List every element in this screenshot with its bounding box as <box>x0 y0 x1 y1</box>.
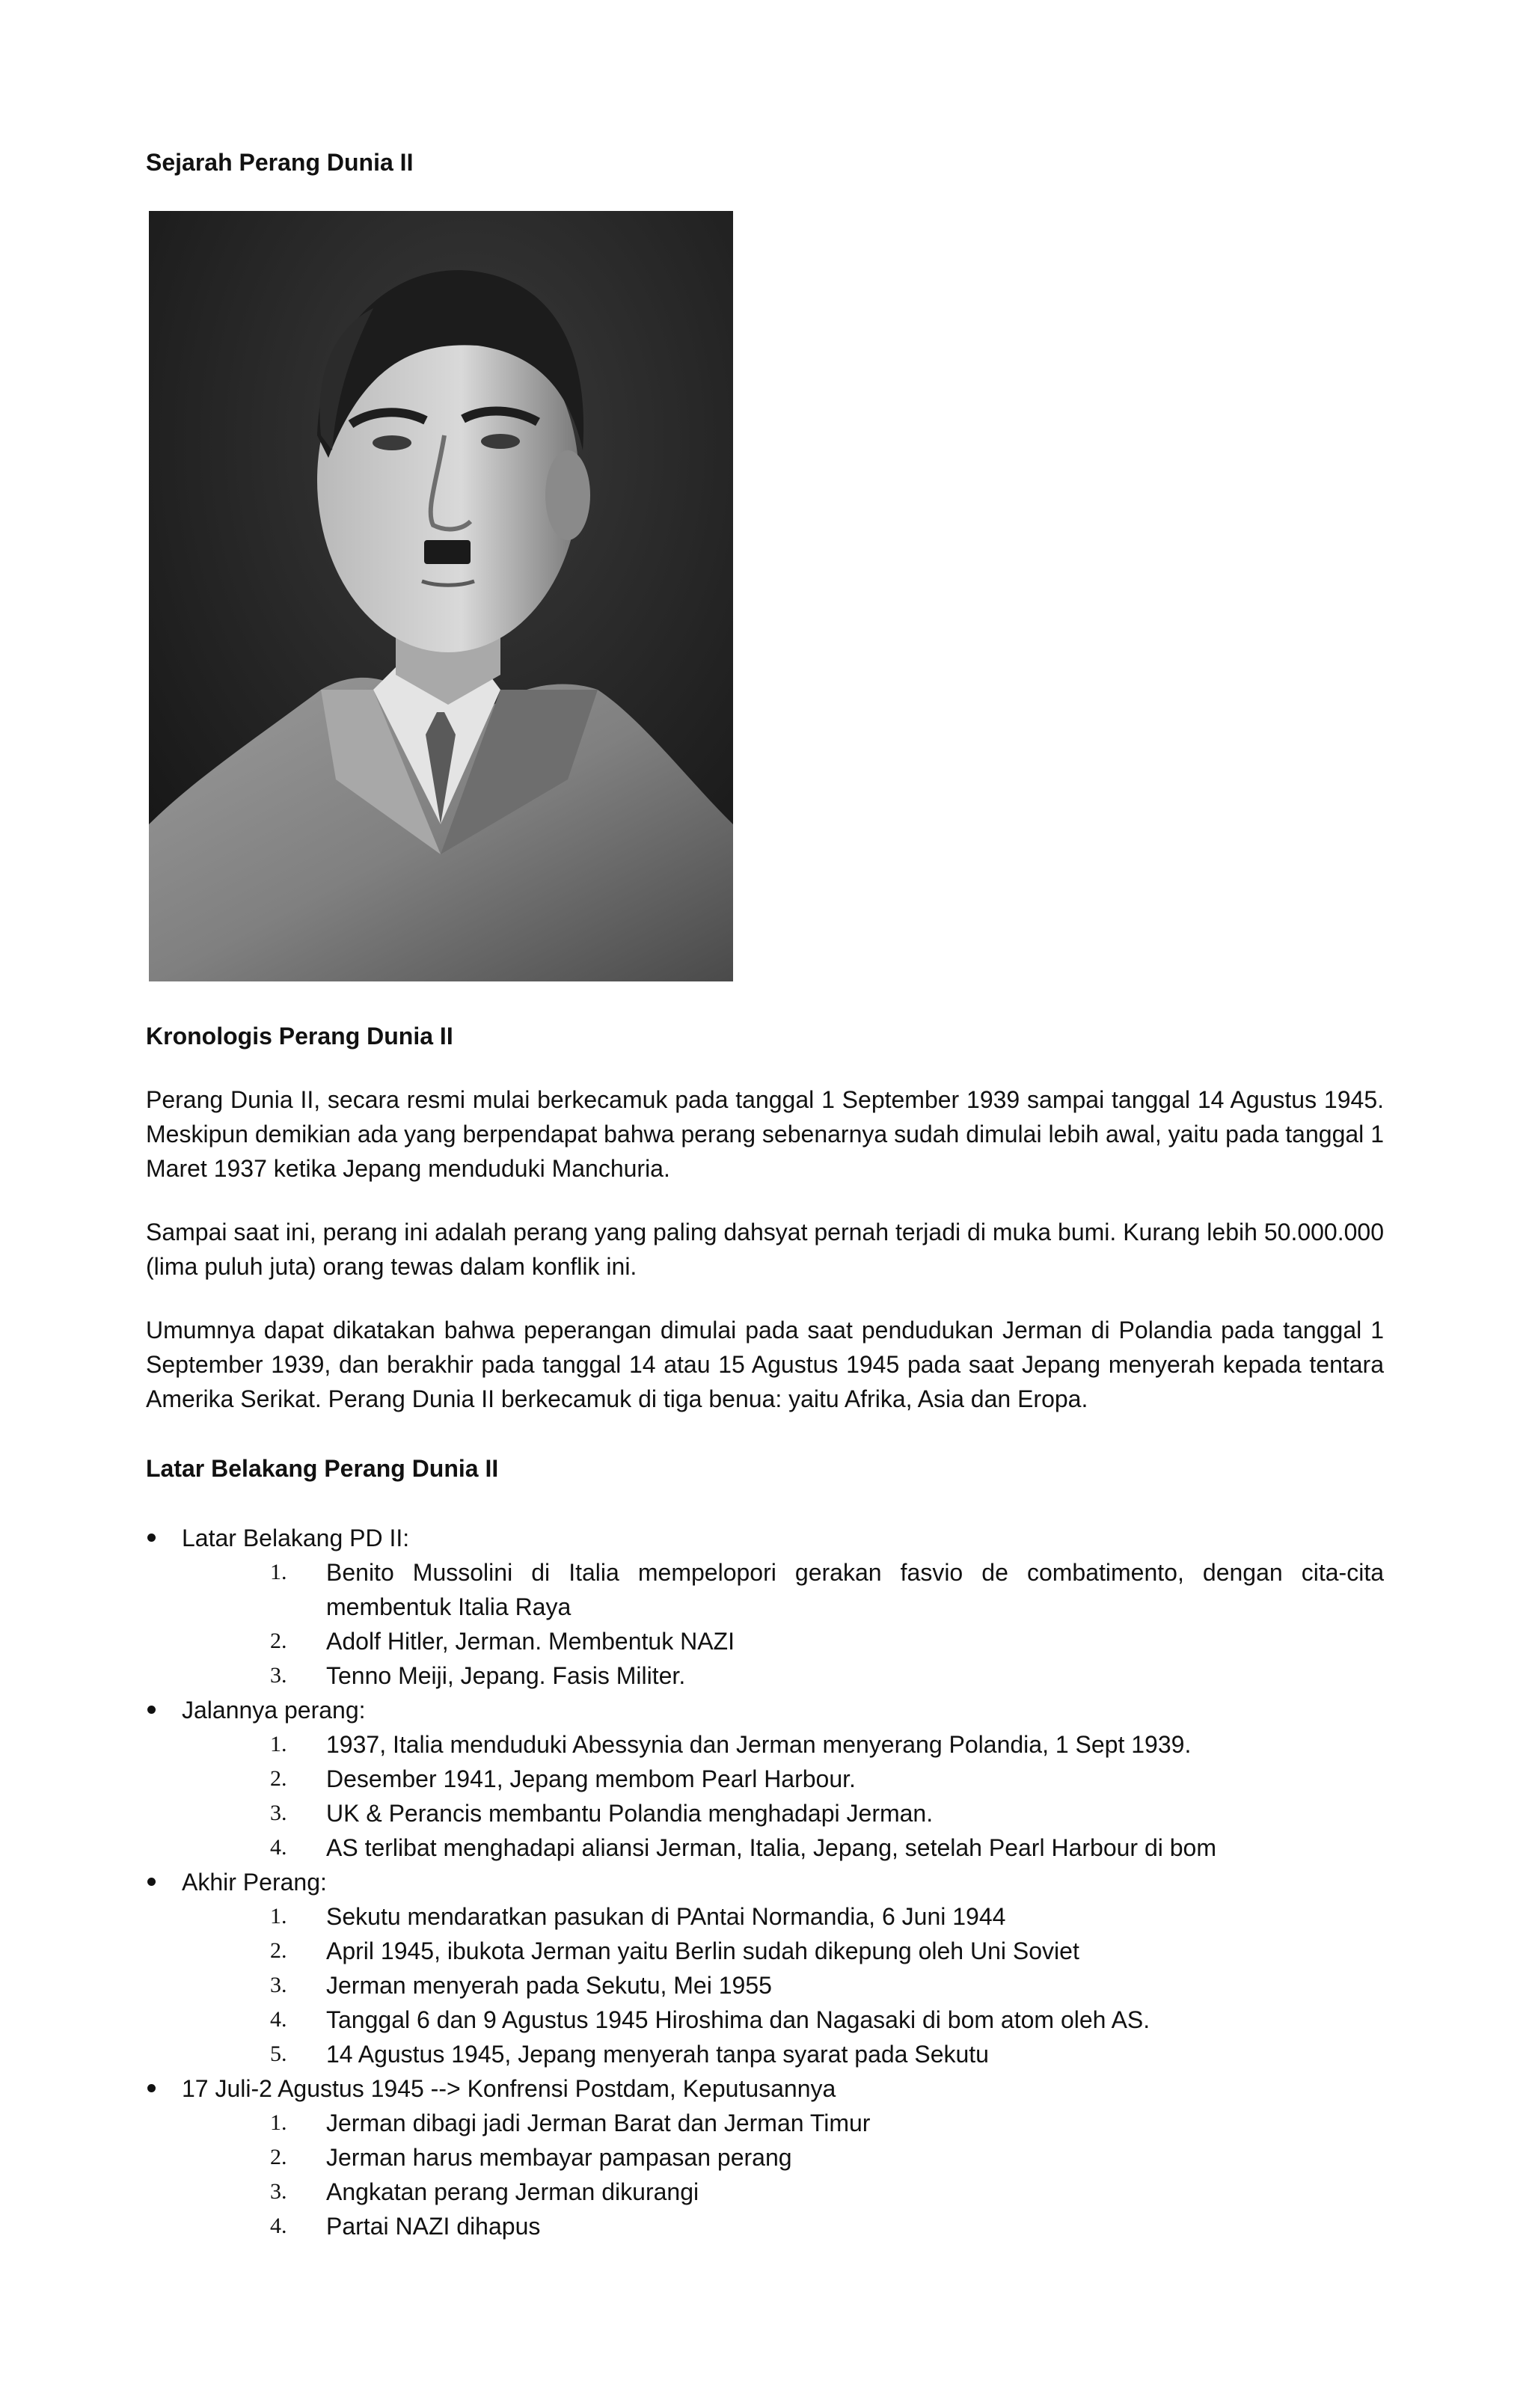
list-item <box>182 1899 1384 1934</box>
list-item <box>182 1934 1384 1968</box>
bullet-label: Latar Belakang PD II: <box>182 1525 410 1551</box>
list-item-text: Partai NAZI dihapus <box>326 2213 541 2240</box>
numbered-list <box>182 1727 1384 1865</box>
list-item <box>182 2140 1384 2175</box>
list-item <box>182 1658 1384 1693</box>
numbered-list <box>182 1899 1384 2071</box>
list-number: 1. <box>270 2110 287 2135</box>
list-number: 3. <box>270 2179 287 2204</box>
list-item <box>182 2209 1384 2243</box>
list-item-text: April 1945, ibukota Jerman yaitu Berlin sudah dikepung oleh Uni Soviet <box>326 1937 1079 1964</box>
list-number: 2. <box>270 1938 287 1963</box>
list-number: 1. <box>270 1560 287 1584</box>
bullet-item <box>146 1693 1384 1865</box>
bullet-label: Jalannya perang: <box>182 1697 366 1724</box>
list-item-text: Benito Mussolini di Italia mempelopori gerakan fasvio de combatimento, dengan cita-cita membentuk Italia Raya <box>326 1559 1384 1620</box>
bullet-item <box>146 1865 1384 2071</box>
list-number: 2. <box>270 2145 287 2169</box>
paragraph-2: Sampai saat ini, perang ini adalah perang yang paling dahsyat pernah terjadi di muka bumi. Kurang lebih 50.000.000 (lima puluh juta) orang tewas dalam konflik ini. <box>146 1219 1384 1280</box>
list-number: 1. <box>270 1904 287 1928</box>
bullet-item <box>146 2071 1384 2243</box>
bullet-icon <box>147 2084 156 2092</box>
list-item-text: Sekutu mendaratkan pasukan di PAntai Normandia, 6 Juni 1944 <box>326 1903 1006 1930</box>
paragraph-1: Perang Dunia II, secara resmi mulai berkecamuk pada tanggal 1 September 1939 sampai tanggal 14 Agustus 1945. Meskipun demikian ada yang berpendapat bahwa perang sebenarnya sudah dimulai lebih awal, yaitu pada tanggal 1 Maret 1937 ketika Jepang menduduki Manchuria. <box>146 1086 1384 1182</box>
bullet-label: Akhir Perang: <box>182 1869 327 1896</box>
list-number: 2. <box>270 1766 287 1791</box>
bullet-icon <box>147 1534 156 1542</box>
list-item-text: 14 Agustus 1945, Jepang menyerah tanpa syarat pada Sekutu <box>326 2041 989 2068</box>
list-item-text: Jerman menyerah pada Sekutu, Mei 1955 <box>326 1972 772 1999</box>
list-item <box>182 1830 1384 1865</box>
list-number: 4. <box>270 2007 287 2032</box>
list-item <box>182 2037 1384 2071</box>
list-item-text: Jerman harus membayar pampasan perang <box>326 2144 792 2171</box>
list-item-text: AS terlibat menghadapi aliansi Jerman, Italia, Jepang, setelah Pearl Harbour di bom <box>326 1834 1216 1861</box>
list-item-text: Angkatan perang Jerman dikurangi <box>326 2178 699 2205</box>
list-number: 1. <box>270 1732 287 1756</box>
list-item <box>182 1762 1384 1796</box>
bullet-icon <box>147 1706 156 1714</box>
bullet-icon <box>147 1878 156 1886</box>
numbered-list <box>182 2106 1384 2243</box>
list-number: 2. <box>270 1629 287 1653</box>
list-item <box>182 1555 1384 1624</box>
section-title-kronologis: Kronologis Perang Dunia II <box>146 1023 453 1050</box>
list-item-text: Jerman dibagi jadi Jerman Barat dan Jerman Timur <box>326 2110 871 2136</box>
document-title: Sejarah Perang Dunia II <box>146 149 414 176</box>
section-title-latar-belakang: Latar Belakang Perang Dunia II <box>146 1455 499 1482</box>
numbered-list <box>182 1555 1384 1693</box>
list-item <box>182 1796 1384 1830</box>
list-item-text: Adolf Hitler, Jerman. Membentuk NAZI <box>326 1628 735 1655</box>
list-item <box>182 2003 1384 2037</box>
list-item-text: UK & Perancis membantu Polandia menghadapi Jerman. <box>326 1800 934 1827</box>
bullet-item <box>146 1521 1384 1693</box>
bullet-list <box>146 1521 1384 2243</box>
list-number: 3. <box>270 1663 287 1688</box>
list-item-text: Desember 1941, Jepang membom Pearl Harbour. <box>326 1765 856 1792</box>
portrait-photo <box>149 211 733 981</box>
bullet-label: 17 Juli-2 Agustus 1945 --> Konfrensi Postdam, Keputusannya <box>182 2075 836 2102</box>
list-number: 4. <box>270 2214 287 2238</box>
list-number: 5. <box>270 2041 287 2066</box>
list-item <box>182 2175 1384 2209</box>
list-number: 4. <box>270 1835 287 1860</box>
list-item <box>182 1624 1384 1658</box>
list-number: 3. <box>270 1973 287 1997</box>
list-item-text: Tanggal 6 dan 9 Agustus 1945 Hiroshima dan Nagasaki di bom atom oleh AS. <box>326 2006 1150 2033</box>
list-item <box>182 1968 1384 2003</box>
list-item <box>182 2106 1384 2140</box>
paragraph-3: Umumnya dapat dikatakan bahwa peperangan dimulai pada saat pendudukan Jerman di Polandia pada tanggal 1 September 1939, dan berakhir pada tanggal 14 atau 15 Agustus 1945 pada saat Jepang menyerah kepada tentara Amerika Serikat. Perang Dunia II berkecamuk di tiga benua: yaitu Afrika, Asia dan Eropa. <box>146 1317 1384 1412</box>
list-item-text: Tenno Meiji, Jepang. Fasis Militer. <box>326 1662 686 1689</box>
list-number: 3. <box>270 1801 287 1825</box>
list-item-text: 1937, Italia menduduki Abessynia dan Jerman menyerang Polandia, 1 Sept 1939. <box>326 1731 1192 1758</box>
list-item <box>182 1727 1384 1762</box>
